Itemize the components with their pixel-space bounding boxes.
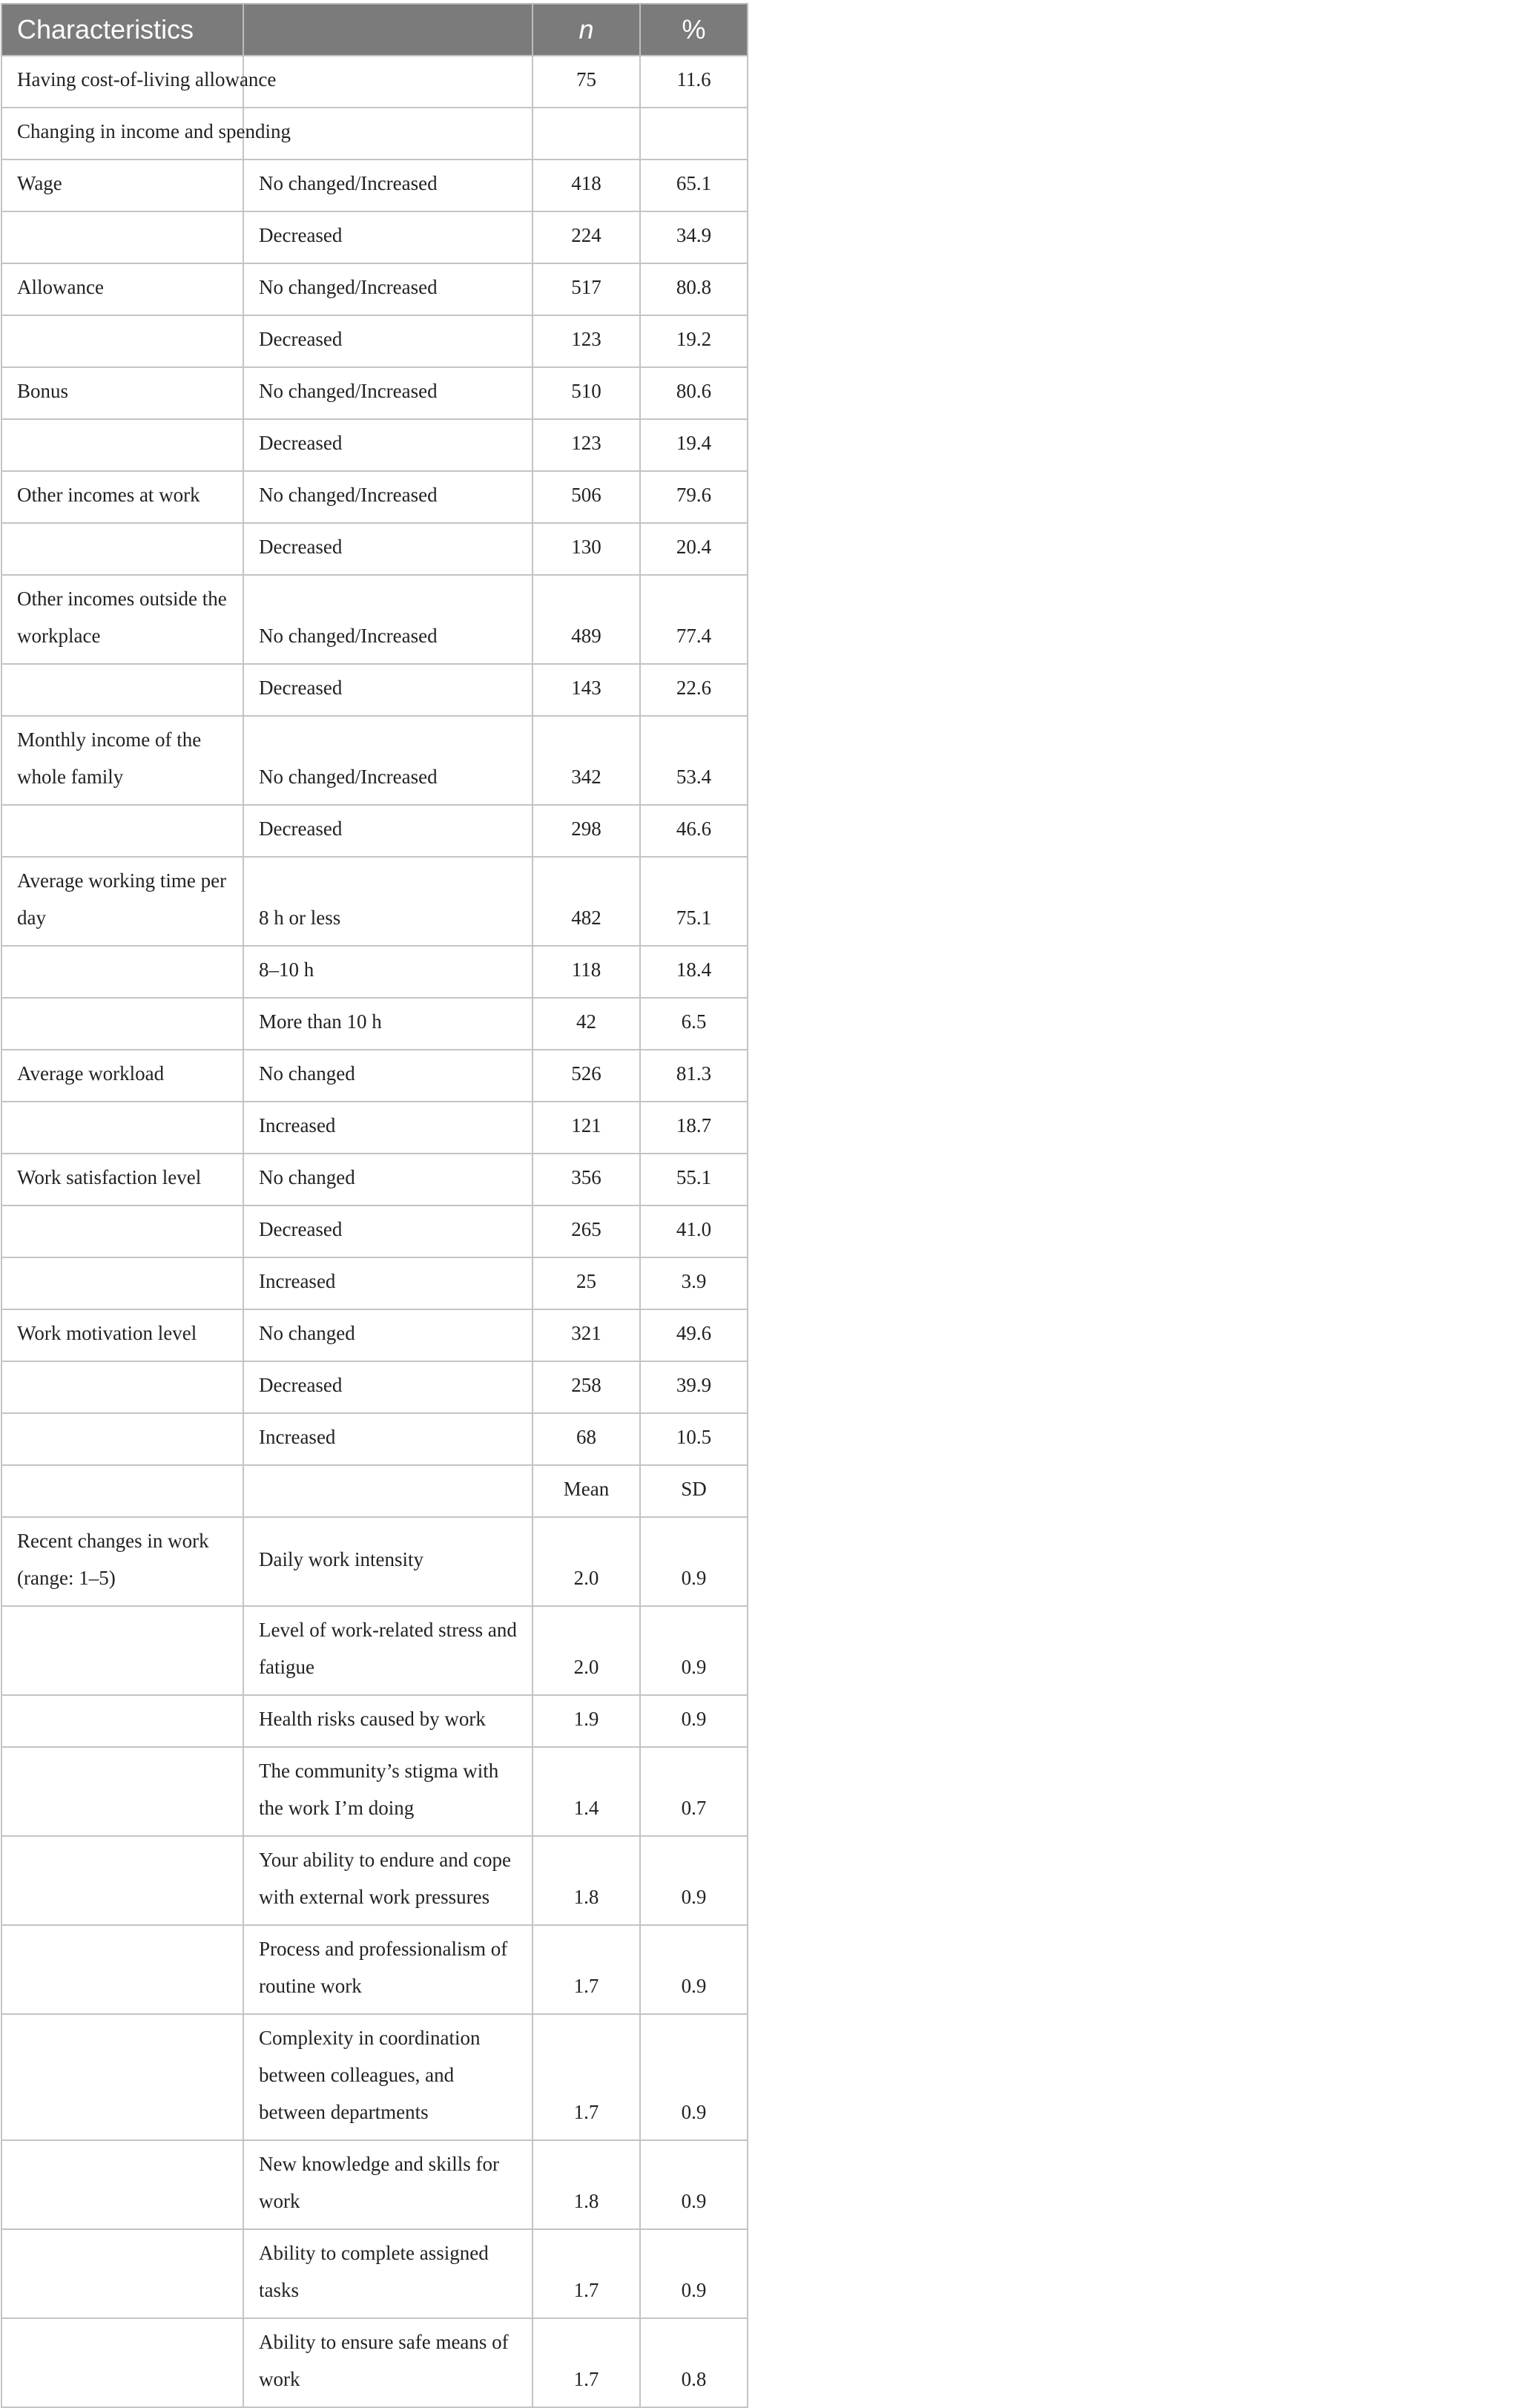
table-row bbox=[1, 2318, 748, 2407]
table-row bbox=[1, 471, 748, 523]
table-row bbox=[1, 315, 748, 367]
row-value-percent: 22.6 bbox=[640, 664, 748, 716]
row-characteristic bbox=[1, 2014, 243, 2140]
row-subcategory: No changed/Increased bbox=[243, 471, 533, 523]
row-value-n: 1.7 bbox=[533, 2014, 640, 2140]
row-characteristic bbox=[1, 1205, 243, 1257]
row-value-percent: 77.4 bbox=[640, 575, 748, 664]
row-value-percent: 0.9 bbox=[640, 1517, 748, 1606]
row-subcategory: No changed/Increased bbox=[243, 367, 533, 419]
row-value-percent: 0.9 bbox=[640, 1925, 748, 2014]
row-subcategory: No changed/Increased bbox=[243, 575, 533, 664]
row-value-percent: 80.6 bbox=[640, 367, 748, 419]
row-characteristic: Bonus bbox=[1, 367, 243, 419]
table-row bbox=[1, 108, 748, 159]
row-value-n: 1.8 bbox=[533, 2140, 640, 2229]
header-percent: % bbox=[640, 4, 748, 56]
row-subcategory: Ability to complete assigned tasks bbox=[243, 2229, 533, 2318]
row-subcategory: No changed bbox=[243, 1309, 533, 1361]
row-value-percent: 41.0 bbox=[640, 1205, 748, 1257]
row-characteristic bbox=[1, 315, 243, 367]
table-row bbox=[1, 575, 748, 664]
row-characteristic: Changing in income and spending bbox=[1, 108, 243, 159]
table-row bbox=[1, 998, 748, 1050]
row-value-percent: 46.6 bbox=[640, 805, 748, 857]
row-characteristic: Average working time per day bbox=[1, 857, 243, 946]
table-row bbox=[1, 1050, 748, 1102]
row-characteristic bbox=[1, 1102, 243, 1154]
row-characteristic: Work motivation level bbox=[1, 1309, 243, 1361]
table-row bbox=[1, 1836, 748, 1925]
table-row bbox=[1, 1465, 748, 1517]
table-row bbox=[1, 2014, 748, 2140]
table-row bbox=[1, 211, 748, 263]
row-value-n: 321 bbox=[533, 1309, 640, 1361]
row-value-n: 1.4 bbox=[533, 1747, 640, 1836]
row-value-n: 25 bbox=[533, 1257, 640, 1309]
row-value-percent: 20.4 bbox=[640, 523, 748, 575]
table-row bbox=[1, 2140, 748, 2229]
row-value-n: 42 bbox=[533, 998, 640, 1050]
row-characteristic bbox=[1, 1361, 243, 1413]
table-row bbox=[1, 1205, 748, 1257]
row-value-n: 123 bbox=[533, 315, 640, 367]
row-subcategory: Health risks caused by work bbox=[243, 1695, 533, 1747]
table-row bbox=[1, 56, 748, 108]
row-value-n: 356 bbox=[533, 1154, 640, 1205]
row-subcategory: Decreased bbox=[243, 419, 533, 471]
row-characteristic bbox=[1, 805, 243, 857]
row-subcategory: No changed bbox=[243, 1050, 533, 1102]
row-value-percent: 0.7 bbox=[640, 1747, 748, 1836]
row-subcategory: Daily work intensity bbox=[243, 1517, 533, 1606]
row-characteristic: Monthly income of the whole family bbox=[1, 716, 243, 805]
row-value-n: 482 bbox=[533, 857, 640, 946]
row-value-percent: 81.3 bbox=[640, 1050, 748, 1102]
row-subcategory: Increased bbox=[243, 1257, 533, 1309]
table-row bbox=[1, 419, 748, 471]
row-value-percent: 0.9 bbox=[640, 2229, 748, 2318]
table-row bbox=[1, 716, 748, 805]
row-subcategory: No changed bbox=[243, 1154, 533, 1205]
header-characteristics: Characteristics bbox=[1, 4, 243, 56]
table-row bbox=[1, 2229, 748, 2318]
row-value-n: 1.7 bbox=[533, 2229, 640, 2318]
table-row bbox=[1, 523, 748, 575]
row-subcategory: Decreased bbox=[243, 1205, 533, 1257]
row-characteristic bbox=[1, 211, 243, 263]
table-row bbox=[1, 946, 748, 998]
row-value-percent: 0.9 bbox=[640, 1836, 748, 1925]
row-subcategory: 8 h or less bbox=[243, 857, 533, 946]
row-value-n: 1.8 bbox=[533, 1836, 640, 1925]
row-value-n: 265 bbox=[533, 1205, 640, 1257]
table-row bbox=[1, 1154, 748, 1205]
row-characteristic: Average workload bbox=[1, 1050, 243, 1102]
row-subcategory: Ability to ensure safe means of work bbox=[243, 2318, 533, 2407]
row-characteristic bbox=[1, 1836, 243, 1925]
table-row bbox=[1, 1257, 748, 1309]
row-value-percent: 0.9 bbox=[640, 1606, 748, 1695]
row-value-percent: 80.8 bbox=[640, 263, 748, 315]
row-value-n: 143 bbox=[533, 664, 640, 716]
row-value-n: 510 bbox=[533, 367, 640, 419]
row-subcategory: Decreased bbox=[243, 1361, 533, 1413]
row-subcategory: Decreased bbox=[243, 211, 533, 263]
row-subcategory: Decreased bbox=[243, 523, 533, 575]
row-characteristic: Other incomes outside the workplace bbox=[1, 575, 243, 664]
row-value-percent: 65.1 bbox=[640, 159, 748, 211]
row-characteristic bbox=[1, 1413, 243, 1465]
row-value-n: 526 bbox=[533, 1050, 640, 1102]
row-value-percent: 19.4 bbox=[640, 419, 748, 471]
row-subcategory: 8–10 h bbox=[243, 946, 533, 998]
row-value-percent: 0.9 bbox=[640, 2140, 748, 2229]
row-value-percent: 0.9 bbox=[640, 2014, 748, 2140]
row-value-percent: 19.2 bbox=[640, 315, 748, 367]
row-value-n: 118 bbox=[533, 946, 640, 998]
table-row bbox=[1, 1606, 748, 1695]
table-row bbox=[1, 367, 748, 419]
row-value-n: 123 bbox=[533, 419, 640, 471]
header-row bbox=[1, 4, 748, 56]
row-value-n: 418 bbox=[533, 159, 640, 211]
row-subcategory: Process and professionalism of routine work bbox=[243, 1925, 533, 2014]
row-characteristic: Having cost-of-living allowance bbox=[1, 56, 243, 108]
row-value-percent: 3.9 bbox=[640, 1257, 748, 1309]
row-characteristic: Other incomes at work bbox=[1, 471, 243, 523]
row-value-n: 489 bbox=[533, 575, 640, 664]
row-value-percent: 39.9 bbox=[640, 1361, 748, 1413]
row-value-percent: 10.5 bbox=[640, 1413, 748, 1465]
row-value-n: 517 bbox=[533, 263, 640, 315]
row-subcategory: Increased bbox=[243, 1413, 533, 1465]
row-subcategory: Your ability to endure and cope with external work pressures bbox=[243, 1836, 533, 1925]
row-value-percent: 34.9 bbox=[640, 211, 748, 263]
row-value-n: 342 bbox=[533, 716, 640, 805]
header-subcategory bbox=[243, 4, 533, 56]
row-characteristic bbox=[1, 664, 243, 716]
table-row bbox=[1, 1747, 748, 1836]
table-row bbox=[1, 263, 748, 315]
row-subcategory: Decreased bbox=[243, 805, 533, 857]
characteristics-table bbox=[1, 3, 748, 2408]
row-value-percent: 55.1 bbox=[640, 1154, 748, 1205]
row-value-percent: 53.4 bbox=[640, 716, 748, 805]
row-characteristic bbox=[1, 1695, 243, 1747]
row-value-percent: SD bbox=[640, 1465, 748, 1517]
row-characteristic bbox=[1, 1606, 243, 1695]
row-value-percent: 11.6 bbox=[640, 56, 748, 108]
table-row bbox=[1, 1925, 748, 2014]
row-value-n: 506 bbox=[533, 471, 640, 523]
row-subcategory: No changed/Increased bbox=[243, 159, 533, 211]
table-row bbox=[1, 805, 748, 857]
row-characteristic bbox=[1, 1747, 243, 1836]
table-row bbox=[1, 1361, 748, 1413]
row-value-percent: 75.1 bbox=[640, 857, 748, 946]
row-subcategory: Decreased bbox=[243, 664, 533, 716]
header-n: n bbox=[533, 4, 640, 56]
table-row bbox=[1, 664, 748, 716]
table-row bbox=[1, 857, 748, 946]
row-characteristic bbox=[1, 1925, 243, 2014]
row-subcategory bbox=[243, 1465, 533, 1517]
row-value-n: 2.0 bbox=[533, 1606, 640, 1695]
row-value-n: 298 bbox=[533, 805, 640, 857]
row-characteristic bbox=[1, 523, 243, 575]
row-value-n: 224 bbox=[533, 211, 640, 263]
row-subcategory bbox=[243, 56, 533, 108]
row-value-percent: 6.5 bbox=[640, 998, 748, 1050]
row-subcategory: Level of work-related stress and fatigue bbox=[243, 1606, 533, 1695]
row-value-n: 130 bbox=[533, 523, 640, 575]
row-value-n: 258 bbox=[533, 1361, 640, 1413]
row-characteristic bbox=[1, 2318, 243, 2407]
row-value-percent bbox=[640, 108, 748, 159]
row-value-n: 121 bbox=[533, 1102, 640, 1154]
row-characteristic bbox=[1, 1465, 243, 1517]
row-value-percent: 49.6 bbox=[640, 1309, 748, 1361]
row-subcategory: Complexity in coordination between colleagues, and between departments bbox=[243, 2014, 533, 2140]
row-characteristic: Work satisfaction level bbox=[1, 1154, 243, 1205]
row-value-n: 68 bbox=[533, 1413, 640, 1465]
row-characteristic bbox=[1, 946, 243, 998]
table-body bbox=[1, 56, 748, 2407]
table-row bbox=[1, 1102, 748, 1154]
table-row bbox=[1, 1413, 748, 1465]
row-characteristic: Allowance bbox=[1, 263, 243, 315]
row-subcategory: No changed/Increased bbox=[243, 716, 533, 805]
row-characteristic bbox=[1, 2140, 243, 2229]
row-characteristic bbox=[1, 1257, 243, 1309]
row-characteristic: Wage bbox=[1, 159, 243, 211]
table-row bbox=[1, 1309, 748, 1361]
table-row bbox=[1, 159, 748, 211]
row-value-n: Mean bbox=[533, 1465, 640, 1517]
table-row bbox=[1, 1517, 748, 1606]
row-value-percent: 18.4 bbox=[640, 946, 748, 998]
row-value-percent: 0.8 bbox=[640, 2318, 748, 2407]
row-value-percent: 79.6 bbox=[640, 471, 748, 523]
row-value-n: 2.0 bbox=[533, 1517, 640, 1606]
row-value-percent: 18.7 bbox=[640, 1102, 748, 1154]
row-subcategory: New knowledge and skills for work bbox=[243, 2140, 533, 2229]
row-subcategory: Increased bbox=[243, 1102, 533, 1154]
row-subcategory: No changed/Increased bbox=[243, 263, 533, 315]
row-value-n: 1.9 bbox=[533, 1695, 640, 1747]
row-characteristic: Recent changes in work (range: 1–5) bbox=[1, 1517, 243, 1606]
row-characteristic bbox=[1, 2229, 243, 2318]
table-row bbox=[1, 1695, 748, 1747]
row-subcategory: Decreased bbox=[243, 315, 533, 367]
row-subcategory: The community’s stigma with the work I’m doing bbox=[243, 1747, 533, 1836]
row-value-n: 75 bbox=[533, 56, 640, 108]
table-container bbox=[1, 3, 748, 2408]
row-value-n bbox=[533, 108, 640, 159]
row-characteristic bbox=[1, 419, 243, 471]
row-characteristic bbox=[1, 998, 243, 1050]
row-value-n: 1.7 bbox=[533, 1925, 640, 2014]
row-value-n: 1.7 bbox=[533, 2318, 640, 2407]
row-subcategory: More than 10 h bbox=[243, 998, 533, 1050]
row-value-percent: 0.9 bbox=[640, 1695, 748, 1747]
